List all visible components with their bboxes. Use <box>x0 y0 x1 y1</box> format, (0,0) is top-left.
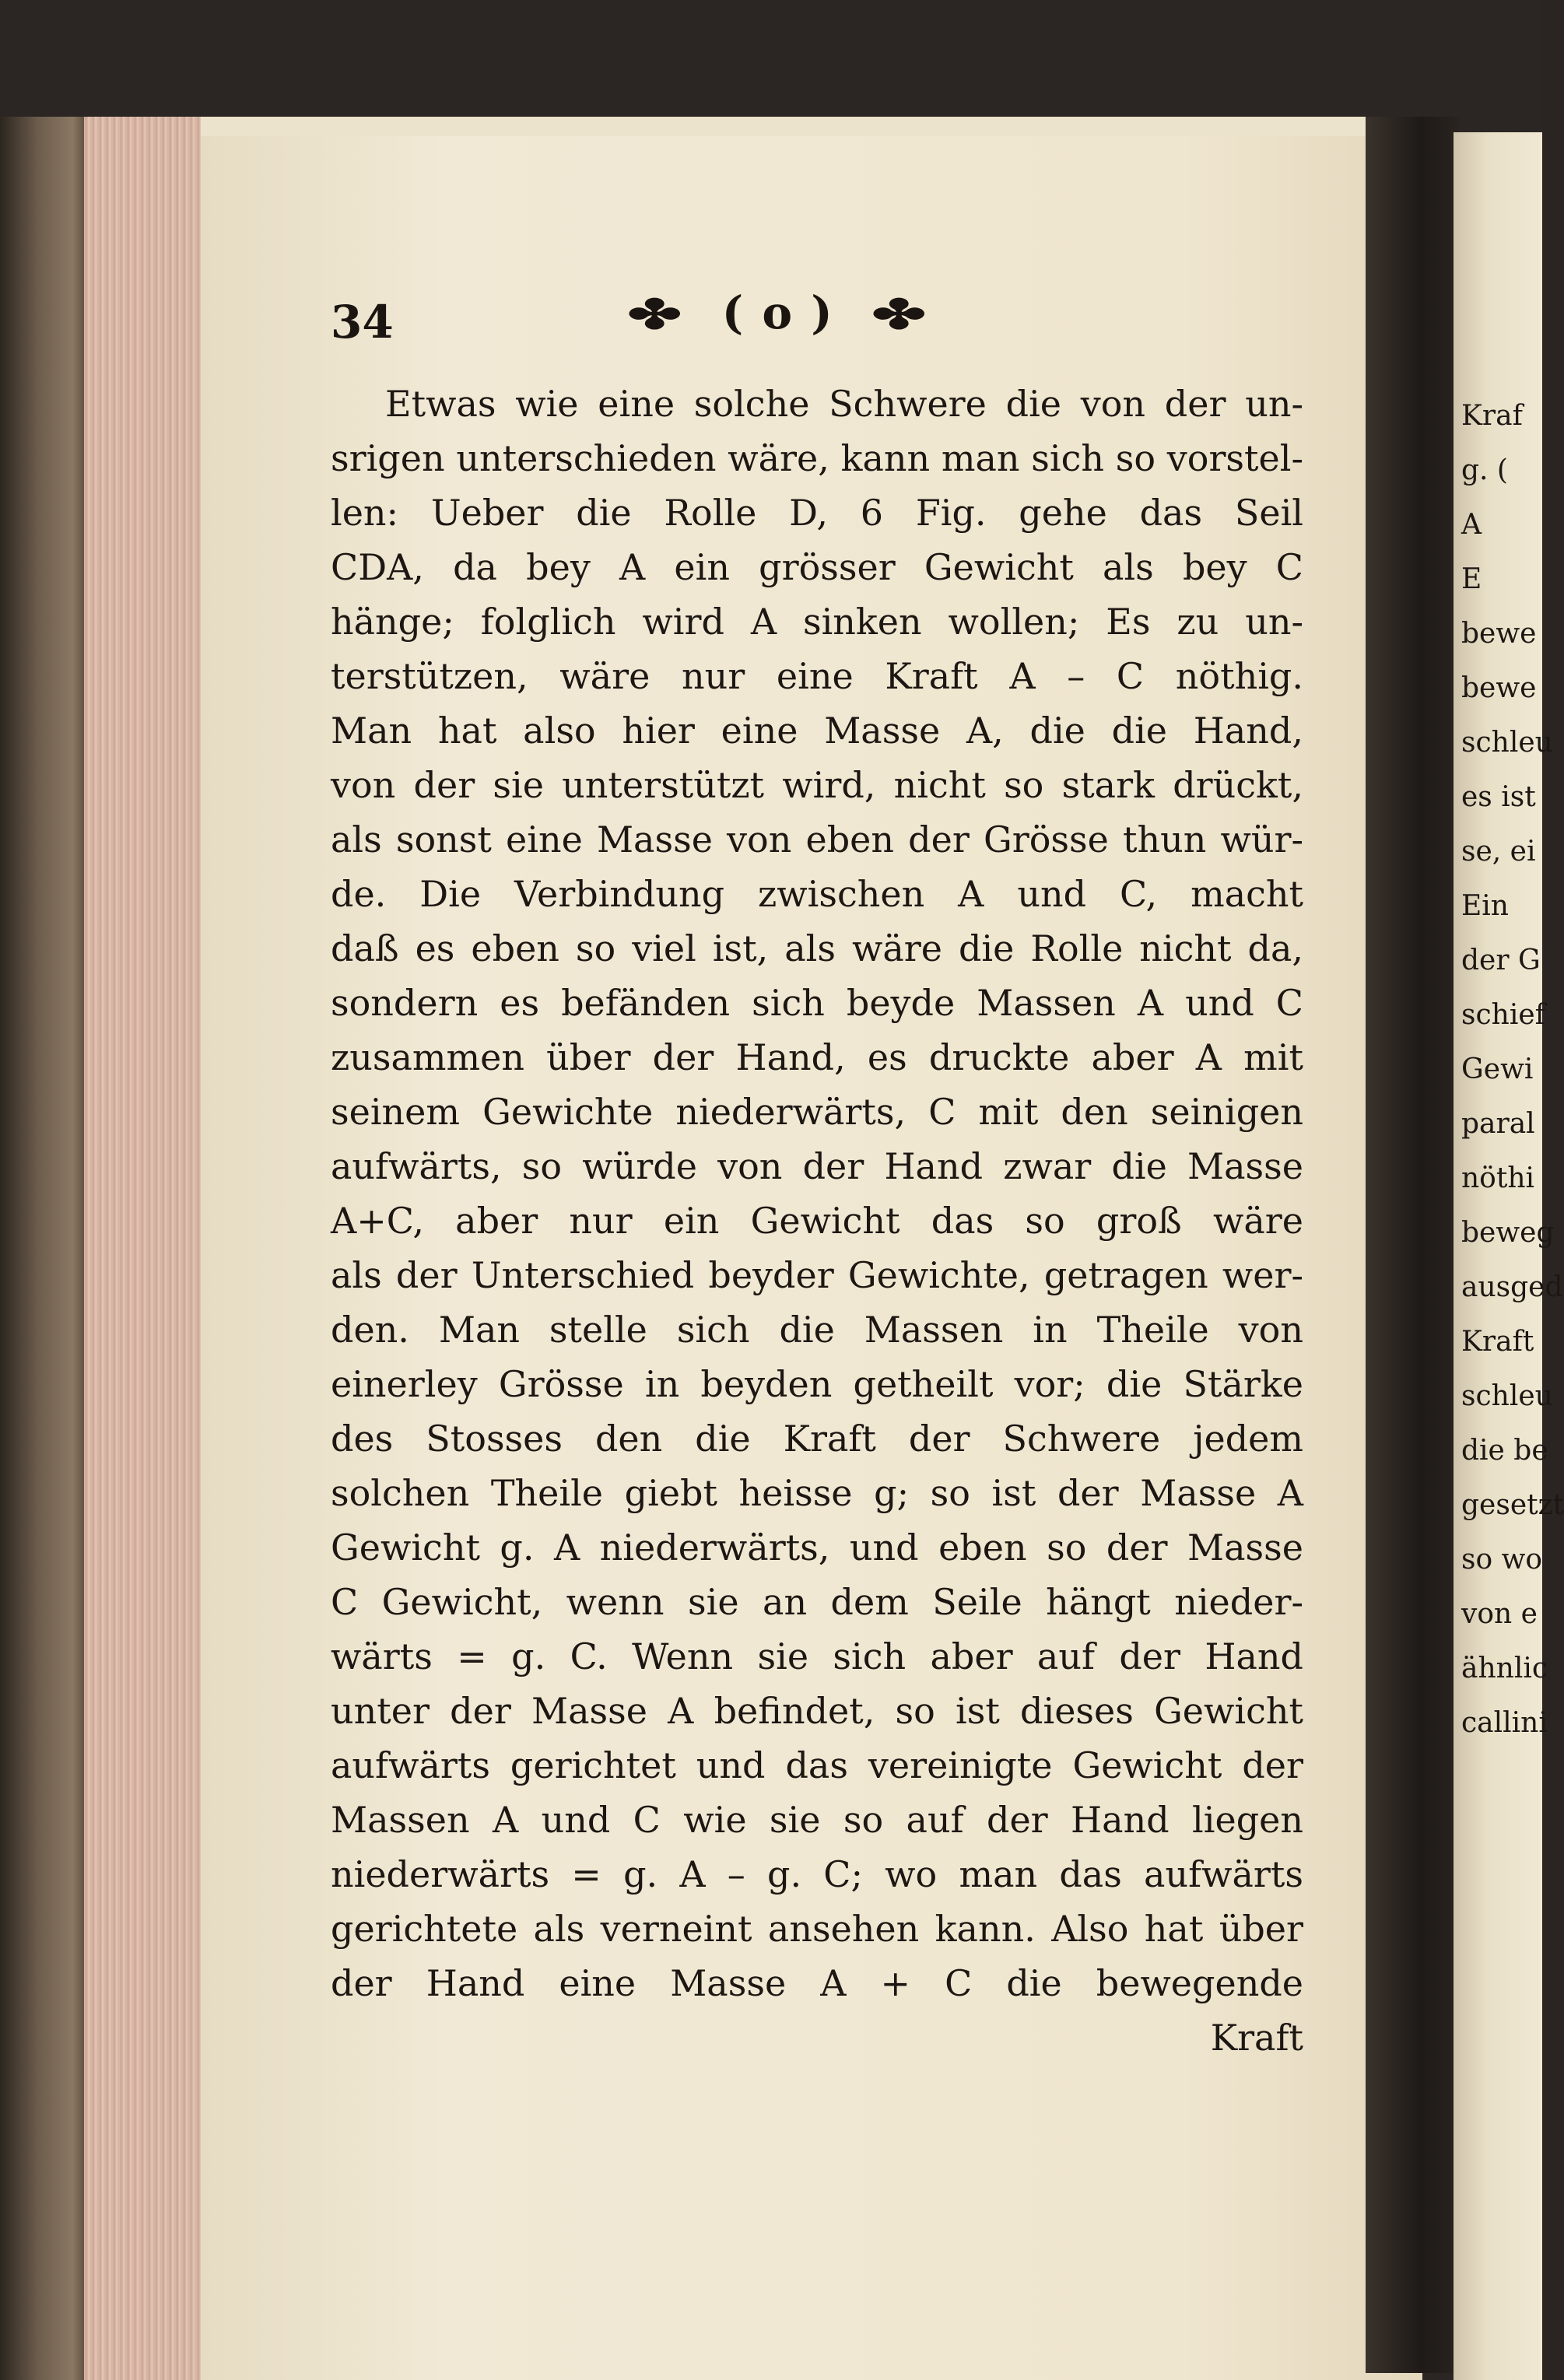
facing-line: Ein <box>1461 890 1509 922</box>
text-line: srigen unterschieden wäre, kann man sich so vorstel- <box>331 437 1303 479</box>
text-line: Massen A und C wie sie so auf der Hand liegen <box>331 1799 1303 1841</box>
facing-line: beweg <box>1461 1217 1555 1249</box>
facing-line: schief <box>1461 999 1545 1031</box>
text-line: zusammen über der Hand, es druckte aber A mit <box>331 1036 1303 1078</box>
facing-line: Gewi <box>1461 1053 1534 1085</box>
text-line: daß es eben so viel ist, als wäre die Rolle nicht da, <box>331 927 1303 969</box>
facing-line: bewe <box>1461 618 1537 650</box>
text-line: terstützen, wäre nur eine Kraft A – C nöthig. <box>331 655 1303 697</box>
facing-line: se, ei <box>1461 836 1536 868</box>
ornament-right-icon: ✤ <box>871 291 929 338</box>
facing-line: ausged <box>1461 1271 1563 1303</box>
facing-line: so wo <box>1461 1544 1543 1576</box>
page-edges <box>84 117 201 2380</box>
text-line: solchen Theile giebt heisse g; so ist der Masse A <box>331 1472 1303 1514</box>
facing-line: von e <box>1461 1598 1538 1630</box>
text-line: von der sie unterstützt wird, nicht so stark drückt, <box>331 764 1303 806</box>
book-cover-edge <box>0 117 86 2380</box>
text-line: aufwärts, so würde von der Hand zwar die Masse <box>331 1145 1303 1187</box>
text-line: der Hand eine Masse A + C die bewegende <box>331 1962 1303 2004</box>
facing-line: A <box>1461 509 1482 541</box>
body-text <box>331 377 1303 2065</box>
ornament-left-icon: ✤ <box>627 291 685 338</box>
facing-line: schleu <box>1461 727 1553 759</box>
text-line: de. Die Verbindung zwischen A und C, macht <box>331 873 1303 915</box>
text-line: niederwärts = g. A – g. C; wo man das aufwärts <box>331 1853 1303 1895</box>
text-line: Gewicht g. A niederwärts, und eben so der Masse <box>331 1526 1303 1569</box>
text-line: unter der Masse A befindet, so ist dieses Gewicht <box>331 1690 1303 1732</box>
text-line: Etwas wie eine solche Schwere die von der un- <box>385 383 1303 425</box>
header-center: ( o ) <box>721 286 834 339</box>
facing-line: die be <box>1461 1435 1548 1467</box>
text-line: gerichtete als verneint ansehen kann. Also hat über <box>331 1908 1303 1950</box>
running-header <box>607 286 949 339</box>
text-line: als sonst eine Masse von eben der Grösse thun wür- <box>331 818 1303 861</box>
text-line: CDA, da bey A ein grösser Gewicht als bey C <box>331 546 1303 588</box>
text-line: C Gewicht, wenn sie an dem Seile hängt nieder- <box>331 1581 1303 1623</box>
text-line: seinem Gewichte niederwärts, C mit den seinigen <box>331 1091 1303 1133</box>
text-line: sondern es befänden sich beyde Massen A und C <box>331 982 1303 1024</box>
text-line: aufwärts gerichtet und das vereinigte Gewicht der <box>331 1744 1303 1786</box>
text-line: hänge; folglich wird A sinken wollen; Es zu un- <box>331 601 1303 643</box>
page-number: 34 <box>331 296 394 349</box>
facing-page-text <box>1461 389 1564 1751</box>
facing-line: g. ( <box>1461 454 1508 486</box>
gutter-shadow <box>1366 117 1459 2373</box>
facing-line: schleu <box>1461 1380 1553 1412</box>
text-line: den. Man stelle sich die Massen in Theile von <box>331 1309 1303 1351</box>
facing-line: E <box>1461 563 1482 595</box>
text-line: wärts = g. C. Wenn sie sich aber auf der Hand <box>331 1635 1303 1677</box>
facing-line: ähnlic <box>1461 1653 1548 1684</box>
text-line: len: Ueber die Rolle D, 6 Fig. gehe das Seil <box>331 492 1303 534</box>
facing-line: Kraf <box>1461 400 1523 432</box>
facing-line: Kraft <box>1461 1326 1534 1358</box>
text-line: einerley Grösse in beyden getheilt vor; die Stärke <box>331 1363 1303 1405</box>
text-line: als der Unterschied beyder Gewichte, getragen wer- <box>331 1254 1303 1296</box>
text-line: A+C, aber nur ein Gewicht das so groß wäre <box>331 1200 1303 1242</box>
facing-line: gesetzt <box>1461 1489 1564 1521</box>
catchword: Kraft <box>1210 2017 1303 2059</box>
facing-line: paral <box>1461 1108 1535 1140</box>
facing-line: bewe <box>1461 672 1537 704</box>
text-line: des Stosses den die Kraft der Schwere jedem <box>331 1418 1303 1460</box>
facing-line: es ist <box>1461 781 1536 813</box>
facing-line: nöthi <box>1461 1162 1535 1194</box>
facing-line: callini <box>1461 1707 1548 1739</box>
facing-line: der G <box>1461 945 1541 976</box>
text-line: Man hat also hier eine Masse A, die die Hand, <box>331 710 1303 752</box>
